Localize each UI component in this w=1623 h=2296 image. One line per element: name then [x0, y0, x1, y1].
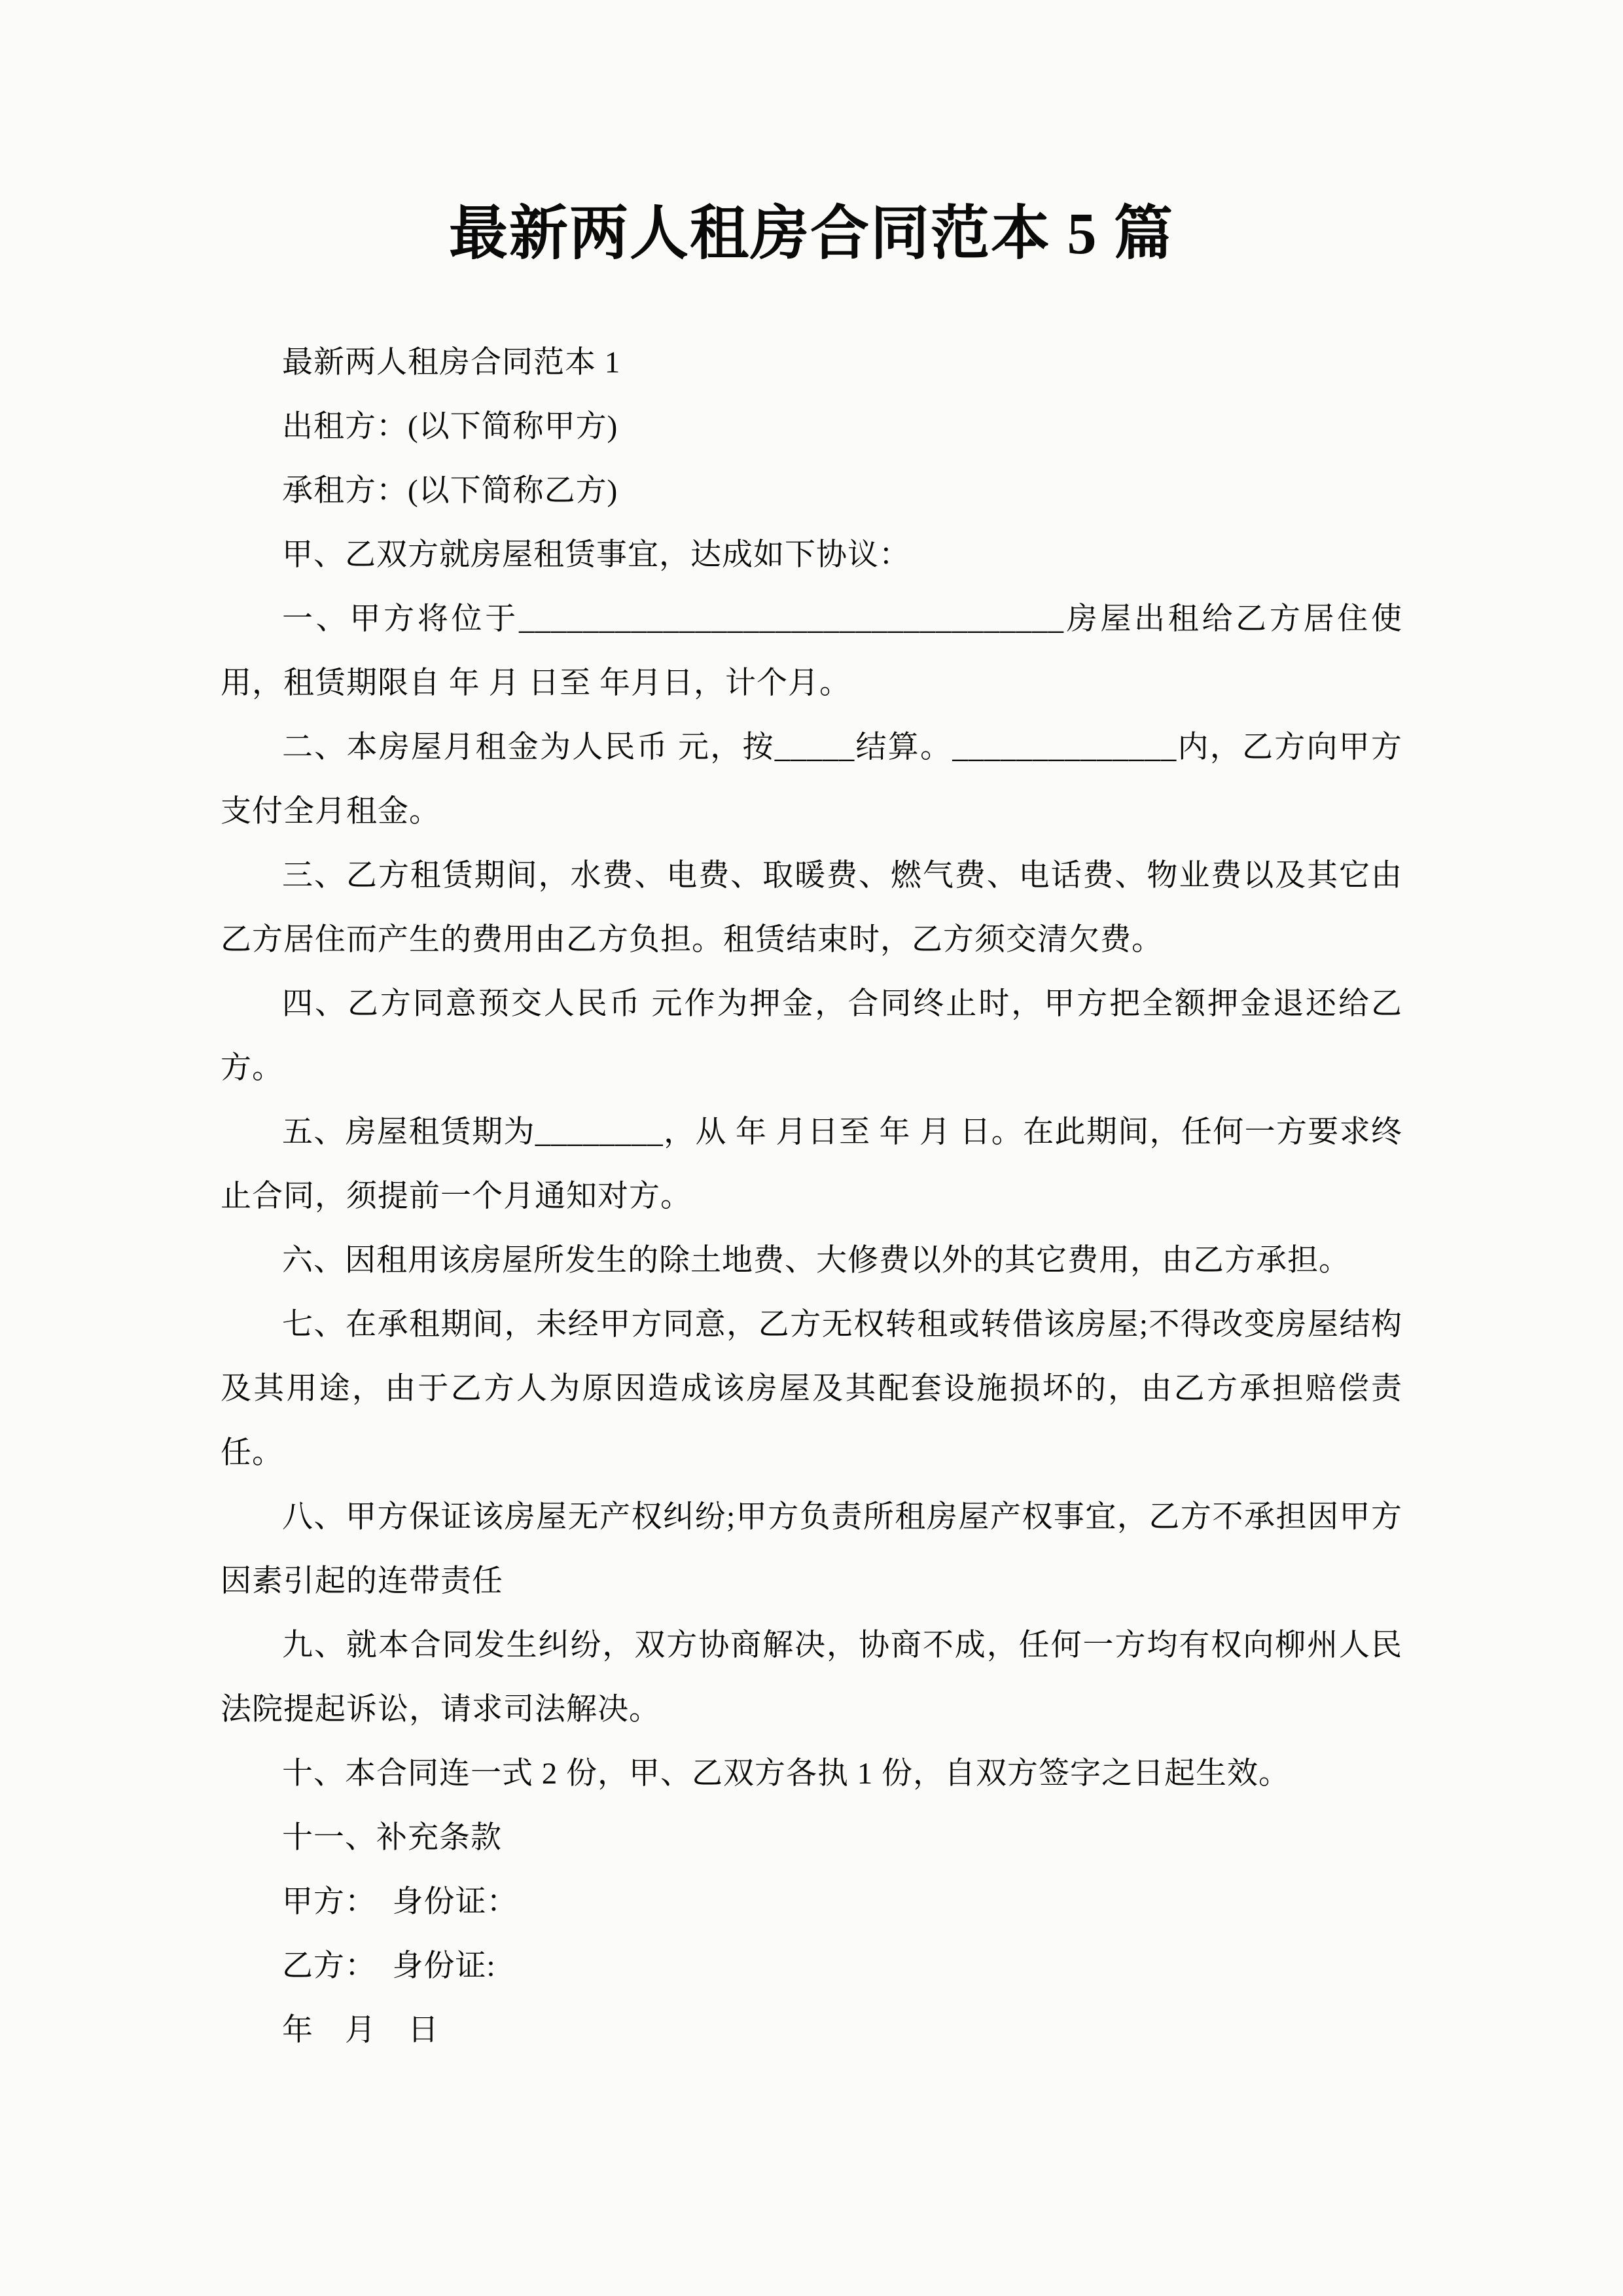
paragraph-clause-8: 八、甲方保证该房屋无产权纠纷;甲方负责所租房屋产权事宜，乙方不承担因甲方因素引起的连带责任	[221, 1500, 1402, 1598]
paragraph-clause-9: 九、就本合同发生纠纷，双方协商解决，协商不成，任何一方均有权向柳州人民法院提起诉讼，请求司法解决。	[221, 1628, 1402, 1727]
paragraph-subtitle: 最新两人租房合同范本 1	[282, 346, 621, 380]
document-body	[221, 331, 1402, 2062]
paragraph-clause-1: 一、甲方将位于__________________________________房屋出租给乙方居住使用，租赁期限自 年 月 日至 年月日，计个月。	[221, 602, 1402, 700]
paragraph-clause-7: 七、在承租期间，未经甲方同意，乙方无权转租或转借该房屋;不得改变房屋结构及其用途，由于乙方人为原因造成该房屋及其配套设施损坏的，由乙方承担赔偿责任。	[221, 1308, 1402, 1470]
paragraph-clause-11: 十一、补充条款	[282, 1821, 502, 1855]
paragraph-clause-4: 四、乙方同意预交人民币 元作为押金，合同终止时，甲方把全额押金退还给乙方。	[221, 987, 1402, 1085]
paragraph-lessee: 承租方：(以下简称乙方)	[282, 474, 618, 508]
paragraph-preamble: 甲、乙双方就房屋租赁事宜，达成如下协议：	[282, 538, 910, 572]
paragraph-clause-6: 六、因租用该房屋所发生的除土地费、大修费以外的其它费用，由乙方承担。	[282, 1244, 1350, 1278]
paragraph-party-a-signature: 甲方： 身份证：	[282, 1885, 518, 1919]
paragraph-clause-2: 二、本房屋月租金为人民币 元，按_____结算。______________内，乙方向甲方支付全月租金。	[221, 730, 1402, 829]
document-title: 最新两人租房合同范本 5 篇	[449, 202, 1174, 266]
paragraph-clause-10: 十、本合同连一式 2 份，甲、乙双方各执 1 份，自双方签字之日起生效。	[282, 1757, 1290, 1791]
paragraph-clause-5: 五、房屋租赁期为________，从 年 月日至 年 月 日。在此期间，任何一方要求终止合同，须提前一个月通知对方。	[221, 1115, 1402, 1213]
paragraph-party-b-signature: 乙方： 身份证:	[282, 1949, 496, 1983]
paragraph-clause-3: 三、乙方租赁期间，水费、电费、取暖费、燃气费、电话费、物业费以及其它由乙方居住而产生的费用由乙方负担。租赁结束时，乙方须交清欠费。	[221, 859, 1402, 957]
paragraph-lessor: 出租方：(以下简称甲方)	[282, 410, 618, 444]
paragraph-date-line: 年 月 日	[282, 2013, 439, 2047]
